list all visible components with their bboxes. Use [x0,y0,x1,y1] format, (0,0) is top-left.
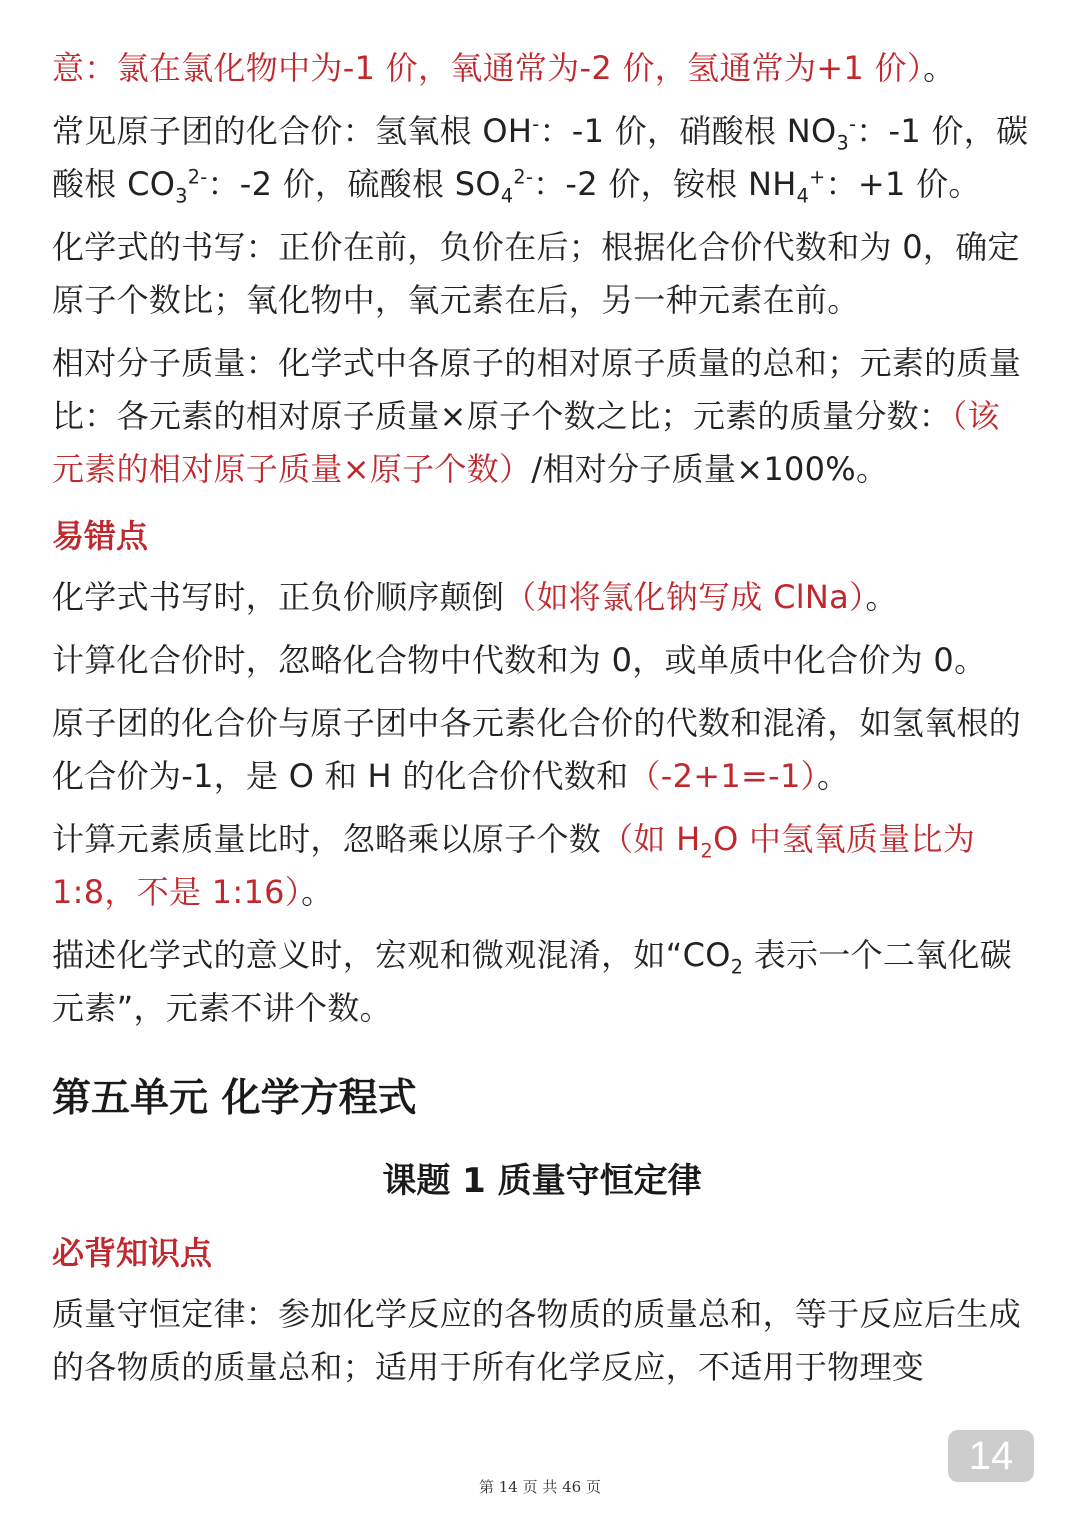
error-text: 表示一个二氧化碳元素”，元素不讲个数。 [52,936,1013,1027]
molecular-mass-red: （该元素的相对原子质量×原子个数） [52,397,1000,488]
paragraph-formula-writing: 化学式的书写：正价在前，负价在后；根据化合价代数和为 0，确定原子个数比；氧化物中，氧元素在后，另一种元素在前。 [52,228,1020,319]
paragraph-molecular-mass [52,337,1032,496]
molecular-mass-text: 相对分子质量：化学式中各原子的相对原子质量的总和；元素的质量比：各元素的相对原子质量×原子个数之比；元素的质量分数： [52,344,1022,435]
charge-sup: - [848,112,857,136]
charge-sup: + [809,165,826,189]
lesson-title: 课题 1 质量守恒定律 [382,1161,702,1201]
count-sub: 4 [500,184,514,208]
valence-note-red: 意：氯在氯化物中为-1 价，氧通常为-2 价，氢通常为+1 价） [52,49,924,87]
error-end: 。 [865,578,898,616]
unit-title: 第五单元 化学方程式 [52,1076,417,1121]
charge-sup: - [532,112,540,136]
charge-sup: 2- [513,165,534,189]
error-text: 化学式书写时，正负价顺序颠倒 [52,578,505,616]
radical-text: ：+1 价。 [825,165,981,203]
count-sub: 4 [796,184,810,208]
example-part: O 中氢氧质量比为 1:8，不是 1:16） [52,820,976,911]
error-text: 计算元素质量比时，忽略乘以原子个数 [52,820,602,858]
error-text: 原子团的化合价与原子团中各元素化合价的代数和混淆，如氢氧根的化合价为-1，是 O 和 H 的化合价代数和 [52,704,1022,795]
radical-text: ：-1 价，硝酸根 NO [539,112,837,150]
error-item [52,929,1032,1035]
document-body [52,42,1032,1404]
paragraph-radical-valence [52,105,1032,211]
error-item: 计算化合价时，忽略化合物中代数和为 0，或单质中化合价为 0。 [52,641,987,679]
paragraph-conservation-law: 质量守恒定律：参加化学反应的各物质的质量总和，等于反应后生成的各物质的质量总和；适用于所有化学反应，不适用于物理变 [52,1295,1022,1386]
molecular-mass-end: /相对分子质量×100%。 [531,450,889,488]
error-end: 。 [816,757,850,795]
page-number-badge: 14 [948,1430,1034,1482]
radical-text: ：-1 价，碳酸根 CO [52,112,1029,203]
paragraph-valence-note [52,42,1032,95]
count-sub: 3 [175,184,188,208]
error-end: 。 [301,873,334,911]
count-sub: 2 [700,839,714,863]
subheading-common-errors: 易错点 [52,517,149,555]
error-item [52,571,1032,624]
error-item [52,697,1032,803]
radical-text: ：-2 价，铵根 NH [533,165,797,203]
radical-text: 常见原子团的化合价：氢氧根 OH [52,112,533,150]
error-text: 描述化学式的意义时，宏观和微观混淆，如“CO [52,936,731,974]
error-example-red: （如将氯化钠写成 ClNa） [504,578,866,616]
valence-note-end: 。 [923,49,956,87]
count-sub: 2 [730,955,744,979]
page-footer: 第 14 页 共 46 页 [478,1478,601,1496]
error-item [52,813,1032,919]
subheading-must-know: 必背知识点 [52,1234,213,1272]
error-example-red: （-2+1=-1） [628,757,817,795]
charge-sup: 2- [187,165,208,189]
radical-text: ：-2 价，硫酸根 SO [207,165,501,203]
count-sub: 3 [836,131,849,155]
example-part: （如 H [601,820,701,858]
